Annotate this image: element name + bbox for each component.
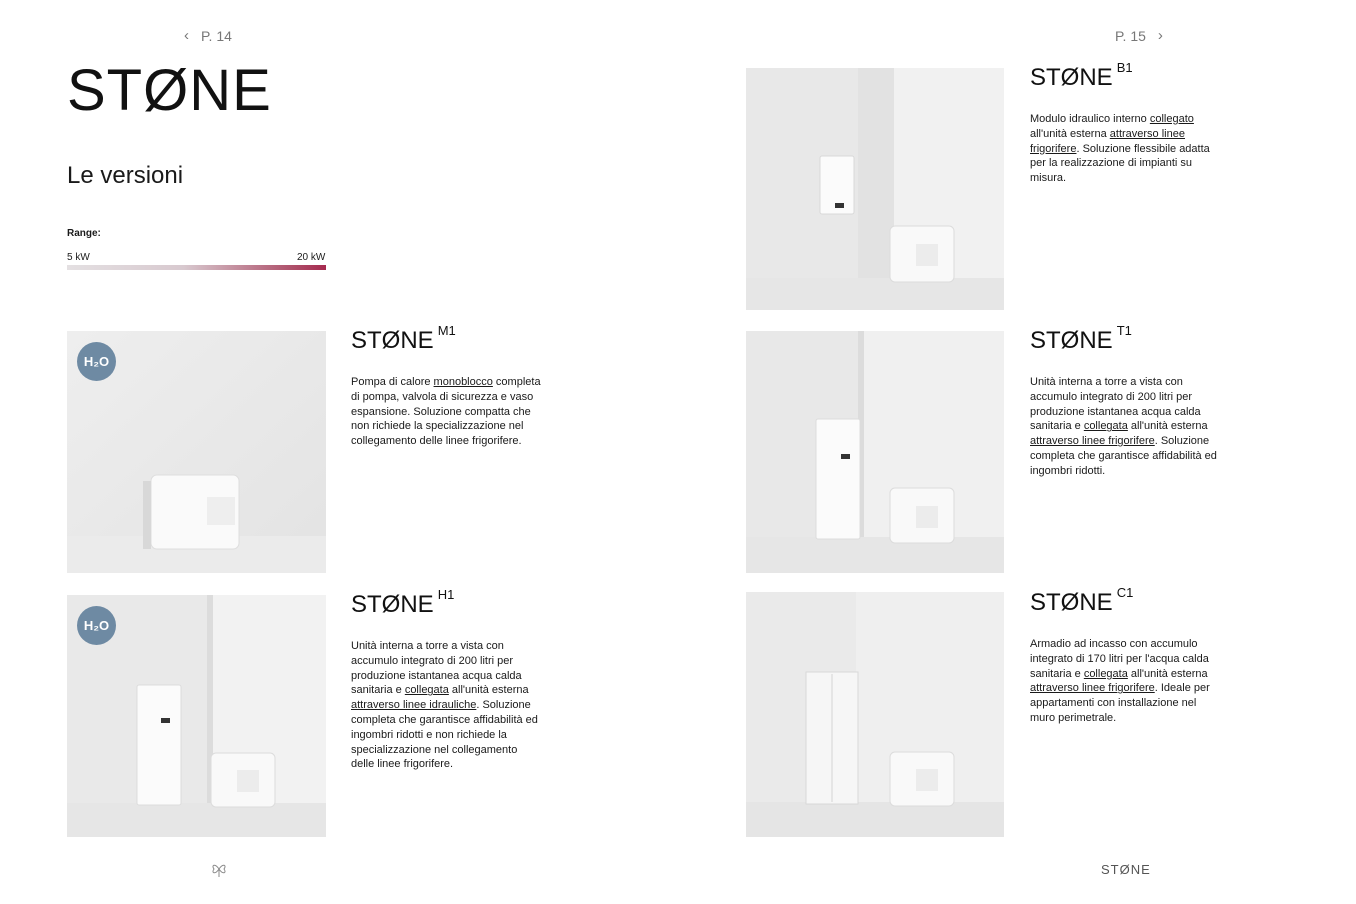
product-photo-t1 (746, 331, 1004, 573)
product-desc-m1: Pompa di calore monoblocco completa di pompa, valvola di sicurezza e vaso espansione. Soluzione compatta che non richiede la specializzazione nel collegamento delle linee frigorifere. (351, 376, 541, 448)
page-subtitle: Le versioni (67, 162, 184, 189)
brand-title: STØNE (67, 58, 272, 123)
range-label: Range: (67, 228, 101, 239)
chevron-left-icon[interactable]: ‹ (184, 27, 189, 44)
product-desc-h1: Unità interna a torre a vista con accumulo integrato di 200 litri per produzione istantanea acqua calda sanitaria e collegata all'unità esterna attraverso linee idrauliche. Soluzione completa che garantisce affidabilità ed ingombri ridotti e non richiede la specializzazione nel collegamento delle linee frigorifere. (351, 640, 538, 771)
product-desc-t1: Unità interna a torre a vista con accumulo integrato di 200 litri per produzione istantanea acqua calda sanitaria e collegata all'unità esterna attraverso linee frigorifere. Soluzione completa che garantisce affidabilità ed ingombri ridotti. (1030, 376, 1217, 477)
range-bar (67, 265, 326, 270)
product-desc-c1: Armadio ad incasso con accumulo integrato di 170 litri per l'acqua calda sanitaria e collegata all'unità esterna attraverso linee frigorifere. Ideale per appartamenti con installazione nel muro perimetrale. (1030, 638, 1210, 724)
range-min: 5 kW (67, 252, 90, 263)
page-nav-right (1115, 27, 1163, 44)
footer-brand: STØNE (1101, 862, 1151, 877)
logo-icon (210, 860, 228, 878)
product-photo-h1 (67, 595, 326, 837)
page-number-right: P. 15 (1115, 27, 1146, 44)
product-name-b1: STØNE $^{B1}$ (1030, 60, 1133, 91)
product-desc-b1: Modulo idraulico interno collegato all'unità esterna attraverso linee frigorifere. Soluzione flessibile adatta per la realizzazione di impianti su misura. (1030, 113, 1210, 185)
page-number-left: P. 14 (201, 27, 232, 44)
product-photo-m1 (67, 331, 326, 573)
product-name-m1: STØNE $^{M1}$ (351, 323, 456, 354)
product-photo-c1 (746, 592, 1004, 837)
product-name-c1: STØNE $^{C1}$ (1030, 585, 1134, 616)
product-name-h1: STØNE $^{H1}$ (351, 587, 455, 618)
range-max: 20 kW (297, 252, 326, 263)
page-nav-left (184, 27, 232, 44)
h2o-badge: H₂O (77, 342, 116, 381)
product-name-t1: STØNE $^{T1}$ (1030, 323, 1132, 354)
h2o-badge: H₂O (77, 606, 116, 645)
chevron-right-icon[interactable]: › (1157, 27, 1163, 44)
product-photo-b1 (746, 68, 1004, 310)
